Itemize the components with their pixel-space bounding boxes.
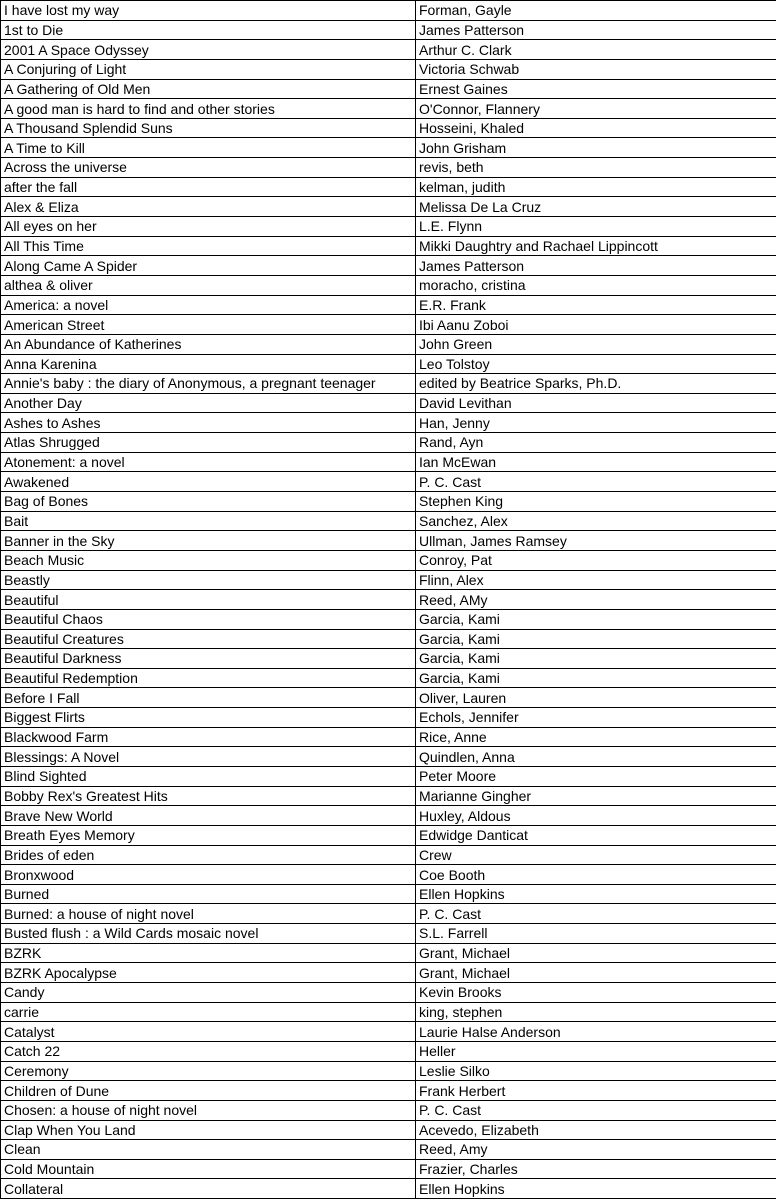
table-row xyxy=(1,256,776,276)
table-row xyxy=(1,1002,776,1022)
book-author-cell[interactable]: Echols, Jennifer xyxy=(416,708,776,728)
table-row xyxy=(1,99,776,119)
book-author-cell[interactable]: Ernest Gaines xyxy=(416,79,776,99)
book-title-cell[interactable]: Burned: a house of night novel xyxy=(1,904,416,924)
book-title-cell[interactable]: Another Day xyxy=(1,393,416,413)
book-author-cell[interactable]: Ellen Hopkins xyxy=(416,1179,776,1199)
book-author-cell[interactable]: moracho, cristina xyxy=(416,275,776,295)
book-title-cell[interactable]: American Street xyxy=(1,315,416,335)
table-row xyxy=(1,40,776,60)
table-row xyxy=(1,295,776,315)
book-author-cell[interactable]: Victoria Schwab xyxy=(416,59,776,79)
book-title-cell[interactable]: Brave New World xyxy=(1,806,416,826)
book-title-cell[interactable]: althea & oliver xyxy=(1,275,416,295)
book-author-cell[interactable]: S.L. Farrell xyxy=(416,924,776,944)
book-author-cell[interactable]: Hosseini, Khaled xyxy=(416,118,776,138)
book-author-cell[interactable]: Kevin Brooks xyxy=(416,983,776,1003)
table-row xyxy=(1,492,776,512)
book-title-cell[interactable]: Ashes to Ashes xyxy=(1,413,416,433)
book-author-cell[interactable]: Rice, Anne xyxy=(416,727,776,747)
book-title-cell[interactable]: All This Time xyxy=(1,236,416,256)
book-title-cell[interactable]: Along Came A Spider xyxy=(1,256,416,276)
book-title-cell[interactable]: Clean xyxy=(1,1140,416,1160)
book-title-cell[interactable]: Atlas Shrugged xyxy=(1,433,416,453)
book-author-cell[interactable]: Edwidge Danticat xyxy=(416,825,776,845)
book-author-cell[interactable]: James Patterson xyxy=(416,20,776,40)
table-row xyxy=(1,1100,776,1120)
book-author-cell[interactable]: Heller xyxy=(416,1041,776,1061)
book-author-cell[interactable]: P. C. Cast xyxy=(416,904,776,924)
book-author-cell[interactable]: Crew xyxy=(416,845,776,865)
table-row xyxy=(1,963,776,983)
book-title-cell[interactable]: Chosen: a house of night novel xyxy=(1,1100,416,1120)
book-title-cell[interactable]: Beautiful Creatures xyxy=(1,629,416,649)
book-title-cell[interactable]: A Conjuring of Light xyxy=(1,59,416,79)
table-row xyxy=(1,197,776,217)
book-title-cell[interactable]: Busted flush : a Wild Cards mosaic novel xyxy=(1,924,416,944)
book-author-cell[interactable]: Melissa De La Cruz xyxy=(416,197,776,217)
book-author-cell[interactable]: Reed, AMy xyxy=(416,590,776,610)
book-title-cell[interactable]: BZRK xyxy=(1,943,416,963)
table-row xyxy=(1,570,776,590)
book-author-cell[interactable]: Han, Jenny xyxy=(416,413,776,433)
book-author-cell[interactable]: Grant, Michael xyxy=(416,963,776,983)
book-author-cell[interactable]: Huxley, Aldous xyxy=(416,806,776,826)
table-row xyxy=(1,1159,776,1179)
book-title-cell[interactable]: Awakened xyxy=(1,472,416,492)
book-list-body xyxy=(1,1,776,1199)
book-title-cell[interactable]: Bobby Rex's Greatest Hits xyxy=(1,786,416,806)
book-title-cell[interactable]: Collateral xyxy=(1,1179,416,1199)
table-row xyxy=(1,315,776,335)
table-row xyxy=(1,79,776,99)
table-row xyxy=(1,904,776,924)
book-title-cell[interactable]: An Abundance of Katherines xyxy=(1,334,416,354)
table-row xyxy=(1,845,776,865)
table-row xyxy=(1,884,776,904)
book-author-cell[interactable]: Forman, Gayle xyxy=(416,1,776,21)
table-row xyxy=(1,334,776,354)
table-row xyxy=(1,786,776,806)
book-title-cell[interactable]: Beautiful xyxy=(1,590,416,610)
book-author-cell[interactable]: Quindlen, Anna xyxy=(416,747,776,767)
table-row xyxy=(1,531,776,551)
book-title-cell[interactable]: Before I Fall xyxy=(1,688,416,708)
book-title-cell[interactable]: Breath Eyes Memory xyxy=(1,825,416,845)
book-author-cell[interactable]: John Green xyxy=(416,334,776,354)
table-row xyxy=(1,806,776,826)
book-title-cell[interactable]: Anna Karenina xyxy=(1,354,416,374)
book-title-cell[interactable]: Blackwood Farm xyxy=(1,727,416,747)
table-row xyxy=(1,1041,776,1061)
book-title-cell[interactable]: Catch 22 xyxy=(1,1041,416,1061)
table-row xyxy=(1,177,776,197)
book-author-cell[interactable]: Laurie Halse Anderson xyxy=(416,1022,776,1042)
book-author-cell[interactable]: kelman, judith xyxy=(416,177,776,197)
book-title-cell[interactable]: A Gathering of Old Men xyxy=(1,79,416,99)
book-author-cell[interactable]: Ellen Hopkins xyxy=(416,884,776,904)
book-author-cell[interactable]: Rand, Ayn xyxy=(416,433,776,453)
book-author-cell[interactable]: Peter Moore xyxy=(416,766,776,786)
book-author-cell[interactable]: Arthur C. Clark xyxy=(416,40,776,60)
book-title-cell[interactable]: Biggest Flirts xyxy=(1,708,416,728)
table-row xyxy=(1,1022,776,1042)
book-author-cell[interactable]: L.E. Flynn xyxy=(416,217,776,237)
book-title-cell[interactable]: A Thousand Splendid Suns xyxy=(1,118,416,138)
book-author-cell[interactable]: P. C. Cast xyxy=(416,1100,776,1120)
table-row xyxy=(1,433,776,453)
book-title-cell[interactable]: Beautiful Redemption xyxy=(1,668,416,688)
book-title-cell[interactable]: Blessings: A Novel xyxy=(1,747,416,767)
book-author-cell[interactable]: E.R. Frank xyxy=(416,295,776,315)
table-row xyxy=(1,983,776,1003)
table-row xyxy=(1,1179,776,1199)
book-title-cell[interactable]: Ceremony xyxy=(1,1061,416,1081)
table-row xyxy=(1,354,776,374)
table-row xyxy=(1,374,776,394)
book-title-cell[interactable]: A Time to Kill xyxy=(1,138,416,158)
table-row xyxy=(1,1120,776,1140)
book-author-cell[interactable]: Garcia, Kami xyxy=(416,668,776,688)
table-row xyxy=(1,943,776,963)
book-author-cell[interactable]: Flinn, Alex xyxy=(416,570,776,590)
table-row xyxy=(1,590,776,610)
book-author-cell[interactable]: Oliver, Lauren xyxy=(416,688,776,708)
book-title-cell[interactable]: Cold Mountain xyxy=(1,1159,416,1179)
book-title-cell[interactable]: Banner in the Sky xyxy=(1,531,416,551)
book-author-cell[interactable]: Ullman, James Ramsey xyxy=(416,531,776,551)
table-row xyxy=(1,924,776,944)
book-title-cell[interactable]: Beautiful Chaos xyxy=(1,609,416,629)
book-title-cell[interactable]: Brides of eden xyxy=(1,845,416,865)
book-author-cell[interactable]: Ian McEwan xyxy=(416,452,776,472)
book-title-cell[interactable]: Clap When You Land xyxy=(1,1120,416,1140)
table-row xyxy=(1,727,776,747)
table-row xyxy=(1,668,776,688)
book-title-cell[interactable]: Atonement: a novel xyxy=(1,452,416,472)
book-author-cell[interactable]: Garcia, Kami xyxy=(416,629,776,649)
book-author-cell[interactable]: Acevedo, Elizabeth xyxy=(416,1120,776,1140)
book-title-cell[interactable]: 2001 A Space Odyssey xyxy=(1,40,416,60)
book-title-cell[interactable]: Beautiful Darkness xyxy=(1,649,416,669)
book-author-cell[interactable]: Frank Herbert xyxy=(416,1081,776,1101)
book-author-cell[interactable]: Frazier, Charles xyxy=(416,1159,776,1179)
table-row xyxy=(1,747,776,767)
book-author-cell[interactable]: John Grisham xyxy=(416,138,776,158)
book-author-cell[interactable]: O'Connor, Flannery xyxy=(416,99,776,119)
table-row xyxy=(1,865,776,885)
table-row xyxy=(1,275,776,295)
book-author-cell[interactable]: James Patterson xyxy=(416,256,776,276)
table-row xyxy=(1,118,776,138)
book-author-cell[interactable]: Garcia, Kami xyxy=(416,609,776,629)
book-title-cell[interactable]: Across the universe xyxy=(1,158,416,178)
table-row xyxy=(1,413,776,433)
book-author-cell[interactable]: P. C. Cast xyxy=(416,472,776,492)
table-row xyxy=(1,550,776,570)
book-author-cell[interactable]: Sanchez, Alex xyxy=(416,511,776,531)
table-row xyxy=(1,217,776,237)
table-row xyxy=(1,138,776,158)
table-row xyxy=(1,1081,776,1101)
table-row xyxy=(1,629,776,649)
book-author-cell[interactable]: Garcia, Kami xyxy=(416,649,776,669)
book-author-cell[interactable]: king, stephen xyxy=(416,1002,776,1022)
book-title-cell[interactable]: Catalyst xyxy=(1,1022,416,1042)
book-title-cell[interactable]: Bronxwood xyxy=(1,865,416,885)
book-title-cell[interactable]: All eyes on her xyxy=(1,217,416,237)
table-row xyxy=(1,688,776,708)
book-title-cell[interactable]: Annie's baby : the diary of Anonymous, a pregnant teenager xyxy=(1,374,416,394)
table-row xyxy=(1,1061,776,1081)
table-row xyxy=(1,708,776,728)
table-row xyxy=(1,1,776,21)
book-title-cell[interactable]: BZRK Apocalypse xyxy=(1,963,416,983)
book-author-cell[interactable]: Grant, Michael xyxy=(416,943,776,963)
table-row xyxy=(1,59,776,79)
table-row xyxy=(1,20,776,40)
book-title-cell[interactable]: A good man is hard to find and other stories xyxy=(1,99,416,119)
book-title-cell[interactable]: Bait xyxy=(1,511,416,531)
table-row xyxy=(1,609,776,629)
book-title-cell[interactable]: Children of Dune xyxy=(1,1081,416,1101)
book-author-cell[interactable]: Leslie Silko xyxy=(416,1061,776,1081)
book-author-cell[interactable]: Stephen King xyxy=(416,492,776,512)
table-row xyxy=(1,452,776,472)
book-title-cell[interactable]: Burned xyxy=(1,884,416,904)
book-author-cell[interactable]: edited by Beatrice Sparks, Ph.D. xyxy=(416,374,776,394)
book-title-cell[interactable]: Bag of Bones xyxy=(1,492,416,512)
book-author-cell[interactable]: Coe Booth xyxy=(416,865,776,885)
table-row xyxy=(1,472,776,492)
book-author-cell[interactable]: Leo Tolstoy xyxy=(416,354,776,374)
book-author-cell[interactable]: Conroy, Pat xyxy=(416,550,776,570)
table-row xyxy=(1,766,776,786)
table-row xyxy=(1,393,776,413)
book-title-cell[interactable]: 1st to Die xyxy=(1,20,416,40)
book-title-cell[interactable]: Beastly xyxy=(1,570,416,590)
table-row xyxy=(1,825,776,845)
book-author-cell[interactable]: Reed, Amy xyxy=(416,1140,776,1160)
table-row xyxy=(1,511,776,531)
book-title-cell[interactable]: Blind Sighted xyxy=(1,766,416,786)
table-row xyxy=(1,158,776,178)
book-author-cell[interactable]: Ibi Aanu Zoboi xyxy=(416,315,776,335)
table-row xyxy=(1,1140,776,1160)
book-title-cell[interactable]: Candy xyxy=(1,983,416,1003)
book-author-cell[interactable]: David Levithan xyxy=(416,393,776,413)
book-title-cell[interactable]: carrie xyxy=(1,1002,416,1022)
book-title-cell[interactable]: Beach Music xyxy=(1,550,416,570)
book-title-cell[interactable]: after the fall xyxy=(1,177,416,197)
book-author-cell[interactable]: Mikki Daughtry and Rachael Lippincott xyxy=(416,236,776,256)
book-author-cell[interactable]: Marianne Gingher xyxy=(416,786,776,806)
book-title-cell[interactable]: America: a novel xyxy=(1,295,416,315)
table-row xyxy=(1,649,776,669)
table-row xyxy=(1,236,776,256)
book-title-cell[interactable]: I have lost my way xyxy=(1,1,416,21)
book-title-cell[interactable]: Alex & Eliza xyxy=(1,197,416,217)
book-author-cell[interactable]: revis, beth xyxy=(416,158,776,178)
